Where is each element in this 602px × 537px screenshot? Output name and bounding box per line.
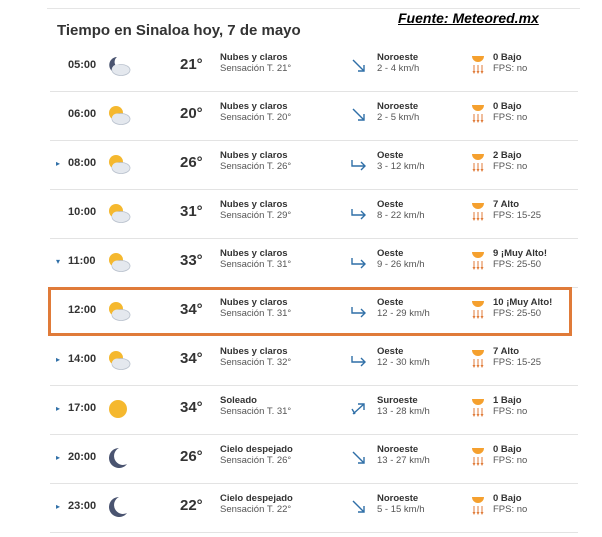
feels-like: Sensación T. 22° [220, 504, 292, 515]
uv-index: 7 Alto [493, 346, 520, 357]
wind-direction-icon [350, 107, 368, 123]
weather-description: Soleado [220, 395, 257, 406]
expand-arrow-icon[interactable]: ▸ [56, 404, 61, 413]
temperature: 31° [180, 203, 203, 220]
forecast-time: 05:00 [68, 59, 97, 71]
wind-direction: Oeste [377, 346, 404, 357]
moon-icon [105, 496, 131, 518]
weather-description: Nubes y claros [220, 248, 288, 259]
wind-speed: 12 - 30 km/h [377, 357, 430, 368]
weather-description: Nubes y claros [220, 150, 288, 161]
expand-arrow-icon[interactable]: ▸ [56, 355, 61, 364]
wind-direction-icon [350, 58, 368, 74]
uv-index: 0 Bajo [493, 444, 522, 455]
fps-value: FPS: no [493, 455, 528, 466]
wind-direction-icon [350, 254, 368, 270]
weather-description: Cielo despejado [220, 493, 293, 504]
wind-direction-icon [350, 352, 368, 368]
wind-direction: Noroeste [377, 493, 419, 504]
feels-like: Sensación T. 26° [220, 455, 292, 466]
wind-direction: Oeste [377, 297, 404, 308]
feels-like: Sensación T. 32° [220, 357, 292, 368]
fps-value: FPS: 25-50 [493, 259, 542, 270]
forecast-time: 17:00 [68, 402, 97, 414]
fps-value: FPS: no [493, 112, 528, 123]
forecast-time: 06:00 [68, 108, 97, 120]
forecast-time: 11:00 [68, 255, 96, 267]
page-title: Tiempo en Sinaloa hoy, 7 de mayo [57, 22, 301, 39]
wind-direction-icon [350, 156, 368, 172]
forecast-row-highlighted[interactable] [48, 287, 572, 336]
moon-cloud-icon [105, 55, 131, 77]
fps-value: FPS: 15-25 [493, 210, 542, 221]
weather-description: Nubes y claros [220, 346, 288, 357]
temperature: 26° [180, 448, 203, 465]
weather-description: Cielo despejado [220, 444, 293, 455]
wind-speed: 8 - 22 km/h [377, 210, 425, 221]
wind-direction: Oeste [377, 150, 404, 161]
forecast-time: 20:00 [68, 451, 97, 463]
uv-index-icon [470, 102, 486, 126]
expand-arrow-icon[interactable]: ▸ [56, 502, 61, 511]
wind-direction-icon [350, 401, 368, 417]
temperature: 34° [180, 399, 203, 416]
wind-direction: Suroeste [377, 395, 418, 406]
feels-like: Sensación T. 31° [220, 259, 292, 270]
wind-speed: 3 - 12 km/h [377, 161, 425, 172]
temperature: 20° [180, 105, 203, 122]
sun-cloud-icon [105, 300, 131, 322]
uv-index-icon [470, 151, 486, 175]
wind-direction: Noroeste [377, 52, 419, 63]
uv-index: 9 ¡Muy Alto! [493, 248, 548, 259]
wind-speed: 12 - 29 km/h [377, 308, 430, 319]
feels-like: Sensación T. 20° [220, 112, 292, 123]
weather-description: Nubes y claros [220, 297, 288, 308]
sun-cloud-icon [105, 251, 131, 273]
fps-value: FPS: no [493, 161, 528, 172]
uv-index: 0 Bajo [493, 52, 522, 63]
sun-cloud-icon [105, 349, 131, 371]
temperature: 34° [180, 350, 203, 367]
wind-speed: 9 - 26 km/h [377, 259, 425, 270]
uv-index-icon [470, 494, 486, 518]
moon-icon [105, 447, 131, 469]
forecast-row[interactable] [50, 91, 578, 141]
wind-speed: 5 - 15 km/h [377, 504, 425, 515]
fps-value: FPS: 25-50 [493, 308, 542, 319]
expand-arrow-icon[interactable]: ▸ [56, 159, 61, 168]
uv-index-icon [470, 445, 486, 469]
fps-value: FPS: 15-25 [493, 357, 542, 368]
sun-cloud-icon [105, 153, 131, 175]
expand-arrow-icon[interactable]: ▸ [56, 453, 61, 462]
feels-like: Sensación T. 21° [220, 63, 292, 74]
forecast-time: 08:00 [68, 157, 97, 169]
wind-direction-icon [350, 499, 368, 515]
temperature: 34° [180, 301, 203, 318]
wind-speed: 13 - 28 km/h [377, 406, 430, 417]
forecast-row[interactable] [50, 434, 578, 484]
wind-speed: 13 - 27 km/h [377, 455, 430, 466]
sun-cloud-icon [105, 104, 131, 126]
wind-direction: Noroeste [377, 444, 419, 455]
wind-direction-icon [350, 303, 368, 319]
temperature: 26° [180, 154, 203, 171]
uv-index-icon [470, 298, 486, 322]
wind-direction: Noroeste [377, 101, 419, 112]
uv-index: 0 Bajo [493, 493, 522, 504]
fps-value: FPS: no [493, 504, 528, 515]
forecast-time: 10:00 [68, 206, 97, 218]
forecast-row[interactable] [50, 140, 578, 190]
temperature: 21° [180, 56, 203, 73]
forecast-row[interactable] [50, 238, 578, 288]
sun-icon [105, 398, 131, 420]
uv-index: 0 Bajo [493, 101, 522, 112]
weather-description: Nubes y claros [220, 101, 288, 112]
uv-index: 7 Alto [493, 199, 520, 210]
top-divider [47, 8, 580, 9]
uv-index: 10 ¡Muy Alto! [493, 297, 553, 308]
uv-index-icon [470, 53, 486, 77]
wind-direction: Oeste [377, 199, 404, 210]
weather-description: Nubes y claros [220, 52, 288, 63]
fps-value: FPS: no [493, 63, 528, 74]
feels-like: Sensación T. 31° [220, 308, 292, 319]
forecast-row[interactable] [50, 385, 578, 435]
wind-direction-icon [350, 205, 368, 221]
feels-like: Sensación T. 29° [220, 210, 292, 221]
feels-like: Sensación T. 26° [220, 161, 292, 172]
uv-index: 1 Bajo [493, 395, 522, 406]
forecast-time: 12:00 [68, 304, 97, 316]
feels-like: Sensación T. 31° [220, 406, 292, 417]
wind-speed: 2 - 5 km/h [377, 112, 420, 123]
forecast-time: 14:00 [68, 353, 97, 365]
forecast-row[interactable] [50, 336, 578, 386]
forecast-row[interactable] [50, 42, 578, 92]
wind-direction: Oeste [377, 248, 404, 259]
sun-cloud-icon [105, 202, 131, 224]
temperature: 33° [180, 252, 203, 269]
wind-direction-icon [350, 450, 368, 466]
forecast-row[interactable] [50, 189, 578, 239]
expand-arrow-icon[interactable]: ▾ [56, 257, 61, 266]
fps-value: FPS: no [493, 406, 528, 417]
uv-index-icon [470, 249, 486, 273]
temperature: 22° [180, 497, 203, 514]
source-credit: Fuente: Meteored.mx [398, 10, 539, 26]
weather-description: Nubes y claros [220, 199, 288, 210]
forecast-row[interactable] [50, 483, 578, 533]
uv-index-icon [470, 347, 486, 371]
wind-speed: 2 - 4 km/h [377, 63, 420, 74]
uv-index: 2 Bajo [493, 150, 522, 161]
uv-index-icon [470, 200, 486, 224]
forecast-time: 23:00 [68, 500, 97, 512]
uv-index-icon [470, 396, 486, 420]
